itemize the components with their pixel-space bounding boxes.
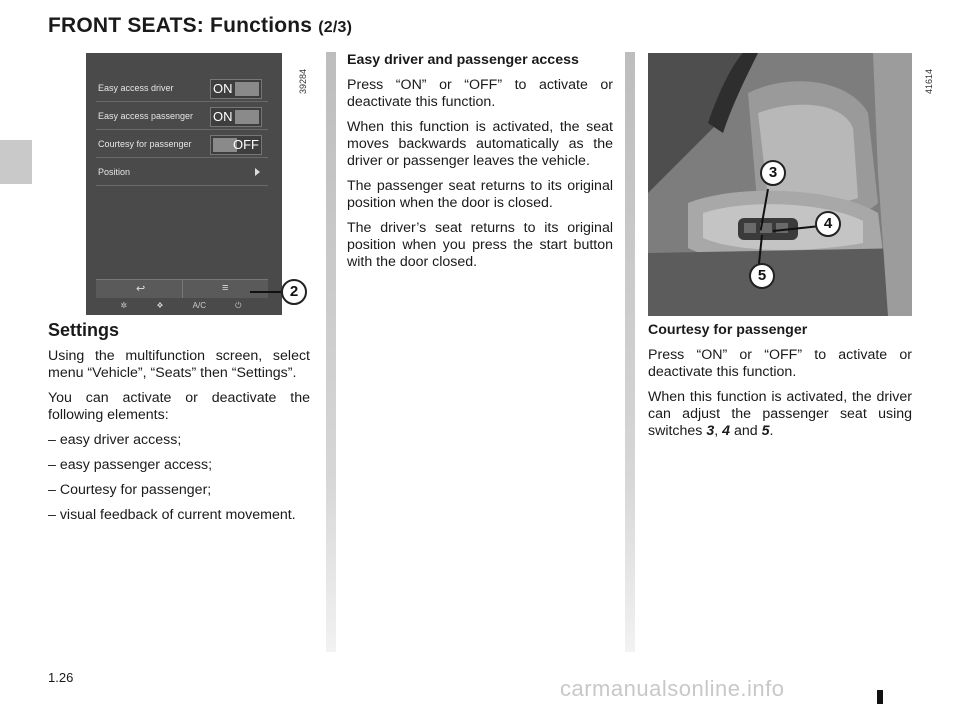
paragraph-switches bbox=[648, 389, 912, 440]
list-item: – visual feedback of current movement. bbox=[48, 507, 296, 523]
title-text: FRONT SEATS: Functions bbox=[48, 14, 313, 37]
title-suffix: (2/3) bbox=[318, 19, 353, 36]
back-icon: ↩ bbox=[136, 283, 146, 295]
status-icon-strip bbox=[106, 301, 256, 313]
leader-line bbox=[250, 291, 282, 293]
switch-5-ref: 5 bbox=[761, 423, 770, 439]
section-tab bbox=[0, 140, 32, 184]
page-title bbox=[48, 14, 352, 38]
toggle-value: ON bbox=[213, 81, 233, 96]
menu-row-position bbox=[96, 159, 268, 186]
paragraph: The driver’s seat returns to its original position when you press the start button with the door closed. bbox=[347, 220, 613, 270]
paragraph: Press “ON” or “OFF” to activate or deactivate this function. bbox=[347, 77, 613, 110]
toggle-switch bbox=[210, 107, 262, 127]
multifunction-screen-figure bbox=[86, 53, 282, 315]
menu-row-courtesy-passenger bbox=[96, 131, 268, 158]
list-item: – easy passenger access; bbox=[48, 457, 213, 473]
easy-access-section bbox=[347, 52, 613, 279]
row-label: Courtesy for passenger bbox=[98, 139, 192, 149]
courtesy-section bbox=[648, 322, 912, 448]
column-divider-1 bbox=[326, 52, 336, 652]
menu-row-easy-access-passenger bbox=[96, 103, 268, 130]
text-segment: When this function is activated, the driver can adjust the passenger seat using switches bbox=[648, 389, 912, 439]
figure-code: 41614 bbox=[924, 68, 934, 94]
switch-3-ref: 3 bbox=[706, 423, 715, 439]
text-segment: . bbox=[769, 423, 774, 439]
easy-access-heading: Easy driver and passenger access bbox=[347, 52, 579, 68]
bar-divider bbox=[182, 280, 183, 298]
screen-bottom-bar bbox=[96, 279, 268, 298]
power-icon: ⏻ bbox=[235, 301, 242, 310]
list-icon: ≡ bbox=[222, 282, 229, 294]
callout-3: 3 bbox=[760, 160, 786, 186]
paragraph: Press “ON” or “OFF” to activate or deactivate this function. bbox=[648, 347, 912, 380]
row-label: Position bbox=[98, 167, 131, 177]
settings-lead: You can activate or deactivate the following elements: bbox=[48, 390, 310, 423]
toggle-switch bbox=[210, 135, 262, 155]
paragraph: When this function is activated, the seat moves backwards automatically as the driver or passenger leaves the vehicle. bbox=[347, 119, 613, 169]
switch-4-ref: 4 bbox=[722, 423, 731, 439]
callout-2: 2 bbox=[281, 279, 307, 305]
callout-4: 4 bbox=[815, 211, 841, 237]
seat-controls-photo bbox=[648, 53, 912, 316]
settings-heading: Settings bbox=[48, 320, 120, 340]
toggle-knob bbox=[235, 110, 259, 124]
toggle-value: OFF bbox=[233, 137, 259, 152]
page-number: 1.26 bbox=[48, 670, 74, 685]
toggle-knob bbox=[235, 82, 259, 96]
text-segment: , bbox=[714, 423, 723, 439]
paragraph: The passenger seat returns to its original position when the door is closed. bbox=[347, 178, 613, 211]
toggle-value: ON bbox=[213, 109, 233, 124]
callout-5: 5 bbox=[749, 263, 775, 289]
seat-illustration bbox=[648, 53, 912, 316]
list-item: – Courtesy for passenger; bbox=[48, 482, 212, 498]
settings-intro: Using the multifunction screen, select menu “Vehicle”, “Seats” then “Settings”. bbox=[48, 348, 310, 381]
settings-list bbox=[48, 432, 310, 524]
watermark: carmanualsonline.info bbox=[560, 676, 785, 701]
toggle-switch bbox=[210, 79, 262, 99]
airflow-icon: ❖ bbox=[156, 301, 164, 310]
row-label: Easy access passenger bbox=[98, 111, 194, 121]
text-segment: and bbox=[730, 423, 762, 439]
chevron-right-icon bbox=[255, 168, 260, 176]
figure-code: 39284 bbox=[298, 68, 308, 94]
column-divider-2 bbox=[625, 52, 635, 652]
courtesy-heading: Courtesy for passenger bbox=[648, 322, 808, 338]
corner-mark bbox=[877, 690, 883, 704]
menu-row-easy-access-driver bbox=[96, 75, 268, 102]
list-item: – easy driver access; bbox=[48, 432, 182, 448]
row-label: Easy access driver bbox=[98, 83, 174, 93]
settings-body bbox=[48, 348, 310, 532]
fan-icon: ✲ bbox=[120, 301, 128, 310]
ac-label: A/C bbox=[192, 301, 206, 310]
